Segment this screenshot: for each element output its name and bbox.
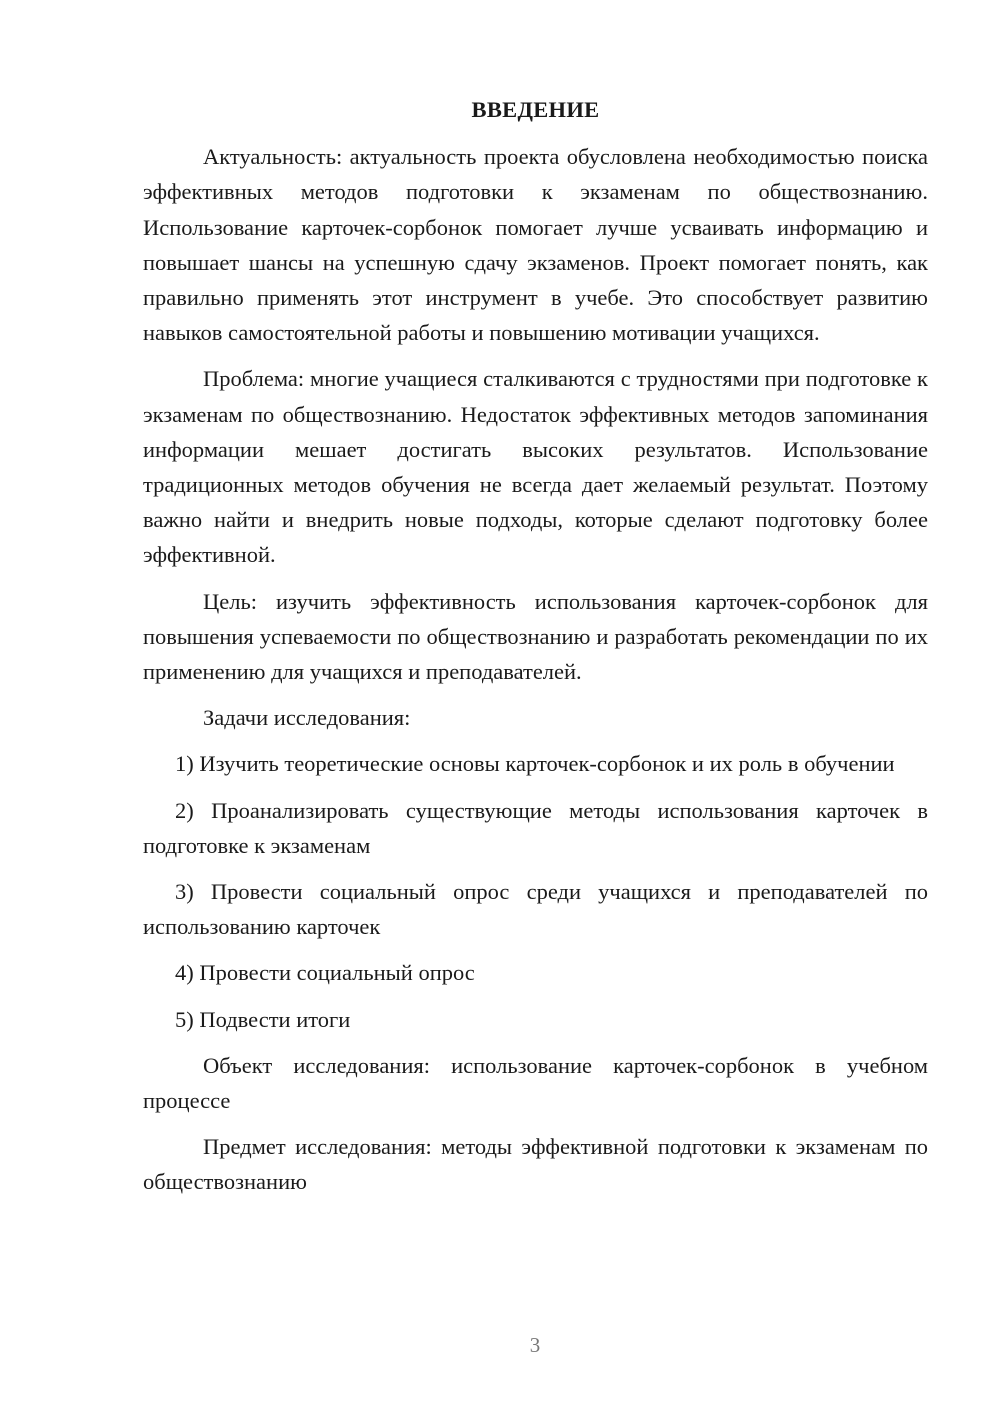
problem-paragraph: Проблема: многие учащиеся сталкиваются с трудностями при подготовке к экзаменам по обществознанию. Недостаток эффективных методов запоминания информации мешает достигать высоких результатов. Использование традиционных методов обучения не всегда дает желаемый результат. Поэтому важно найти и внедрить новые подходы, которые сделают подготовку более эффективной. — [143, 366, 928, 568]
task-item-3: 3) Провести социальный опрос среди учащихся и преподавателей по использованию карточек — [143, 879, 928, 940]
goal-paragraph: Цель: изучить эффективность использования карточек-сорбонок для повышения успеваемости по обществознанию и разработать рекомендации по их применению для учащихся и преподавателей. — [143, 588, 928, 685]
task-item-2: 2) Проанализировать существующие методы использования карточек в подготовке к экзаменам — [143, 797, 928, 858]
page-number: 3 — [529, 1333, 541, 1357]
relevance-paragraph: Актуальность: актуальность проекта обусловлена необходимостью поиска эффективных методов подготовки к экзаменам по обществознанию. Использование карточек-сорбонок помогает лучше усваивать информацию и повышает шансы на успешную сдачу экзаменов. Проект помогает понять, как правильно применять этот инструмент в учебе. Это способствует развитию навыков самостоятельной работы и повышению мотивации учащихся. — [143, 144, 928, 346]
page-title: ВВЕДЕНИЕ — [471, 97, 600, 122]
task-item-5: 5) Подвести итоги — [175, 1006, 351, 1032]
tasks-heading: Задачи исследования: — [203, 705, 411, 731]
subject-paragraph: Предмет исследования: методы эффективной подготовки к экзаменам по обществознанию — [143, 1134, 928, 1195]
page-content — [143, 92, 928, 1200]
object-paragraph: Объект исследования: использование карточек-сорбонок в учебном процессе — [143, 1052, 928, 1114]
task-item-4: 4) Провести социальный опрос — [175, 960, 475, 986]
task-item-1: 1) Изучить теоретические основы карточек-сорбонок и их роль в обучении — [175, 751, 895, 777]
